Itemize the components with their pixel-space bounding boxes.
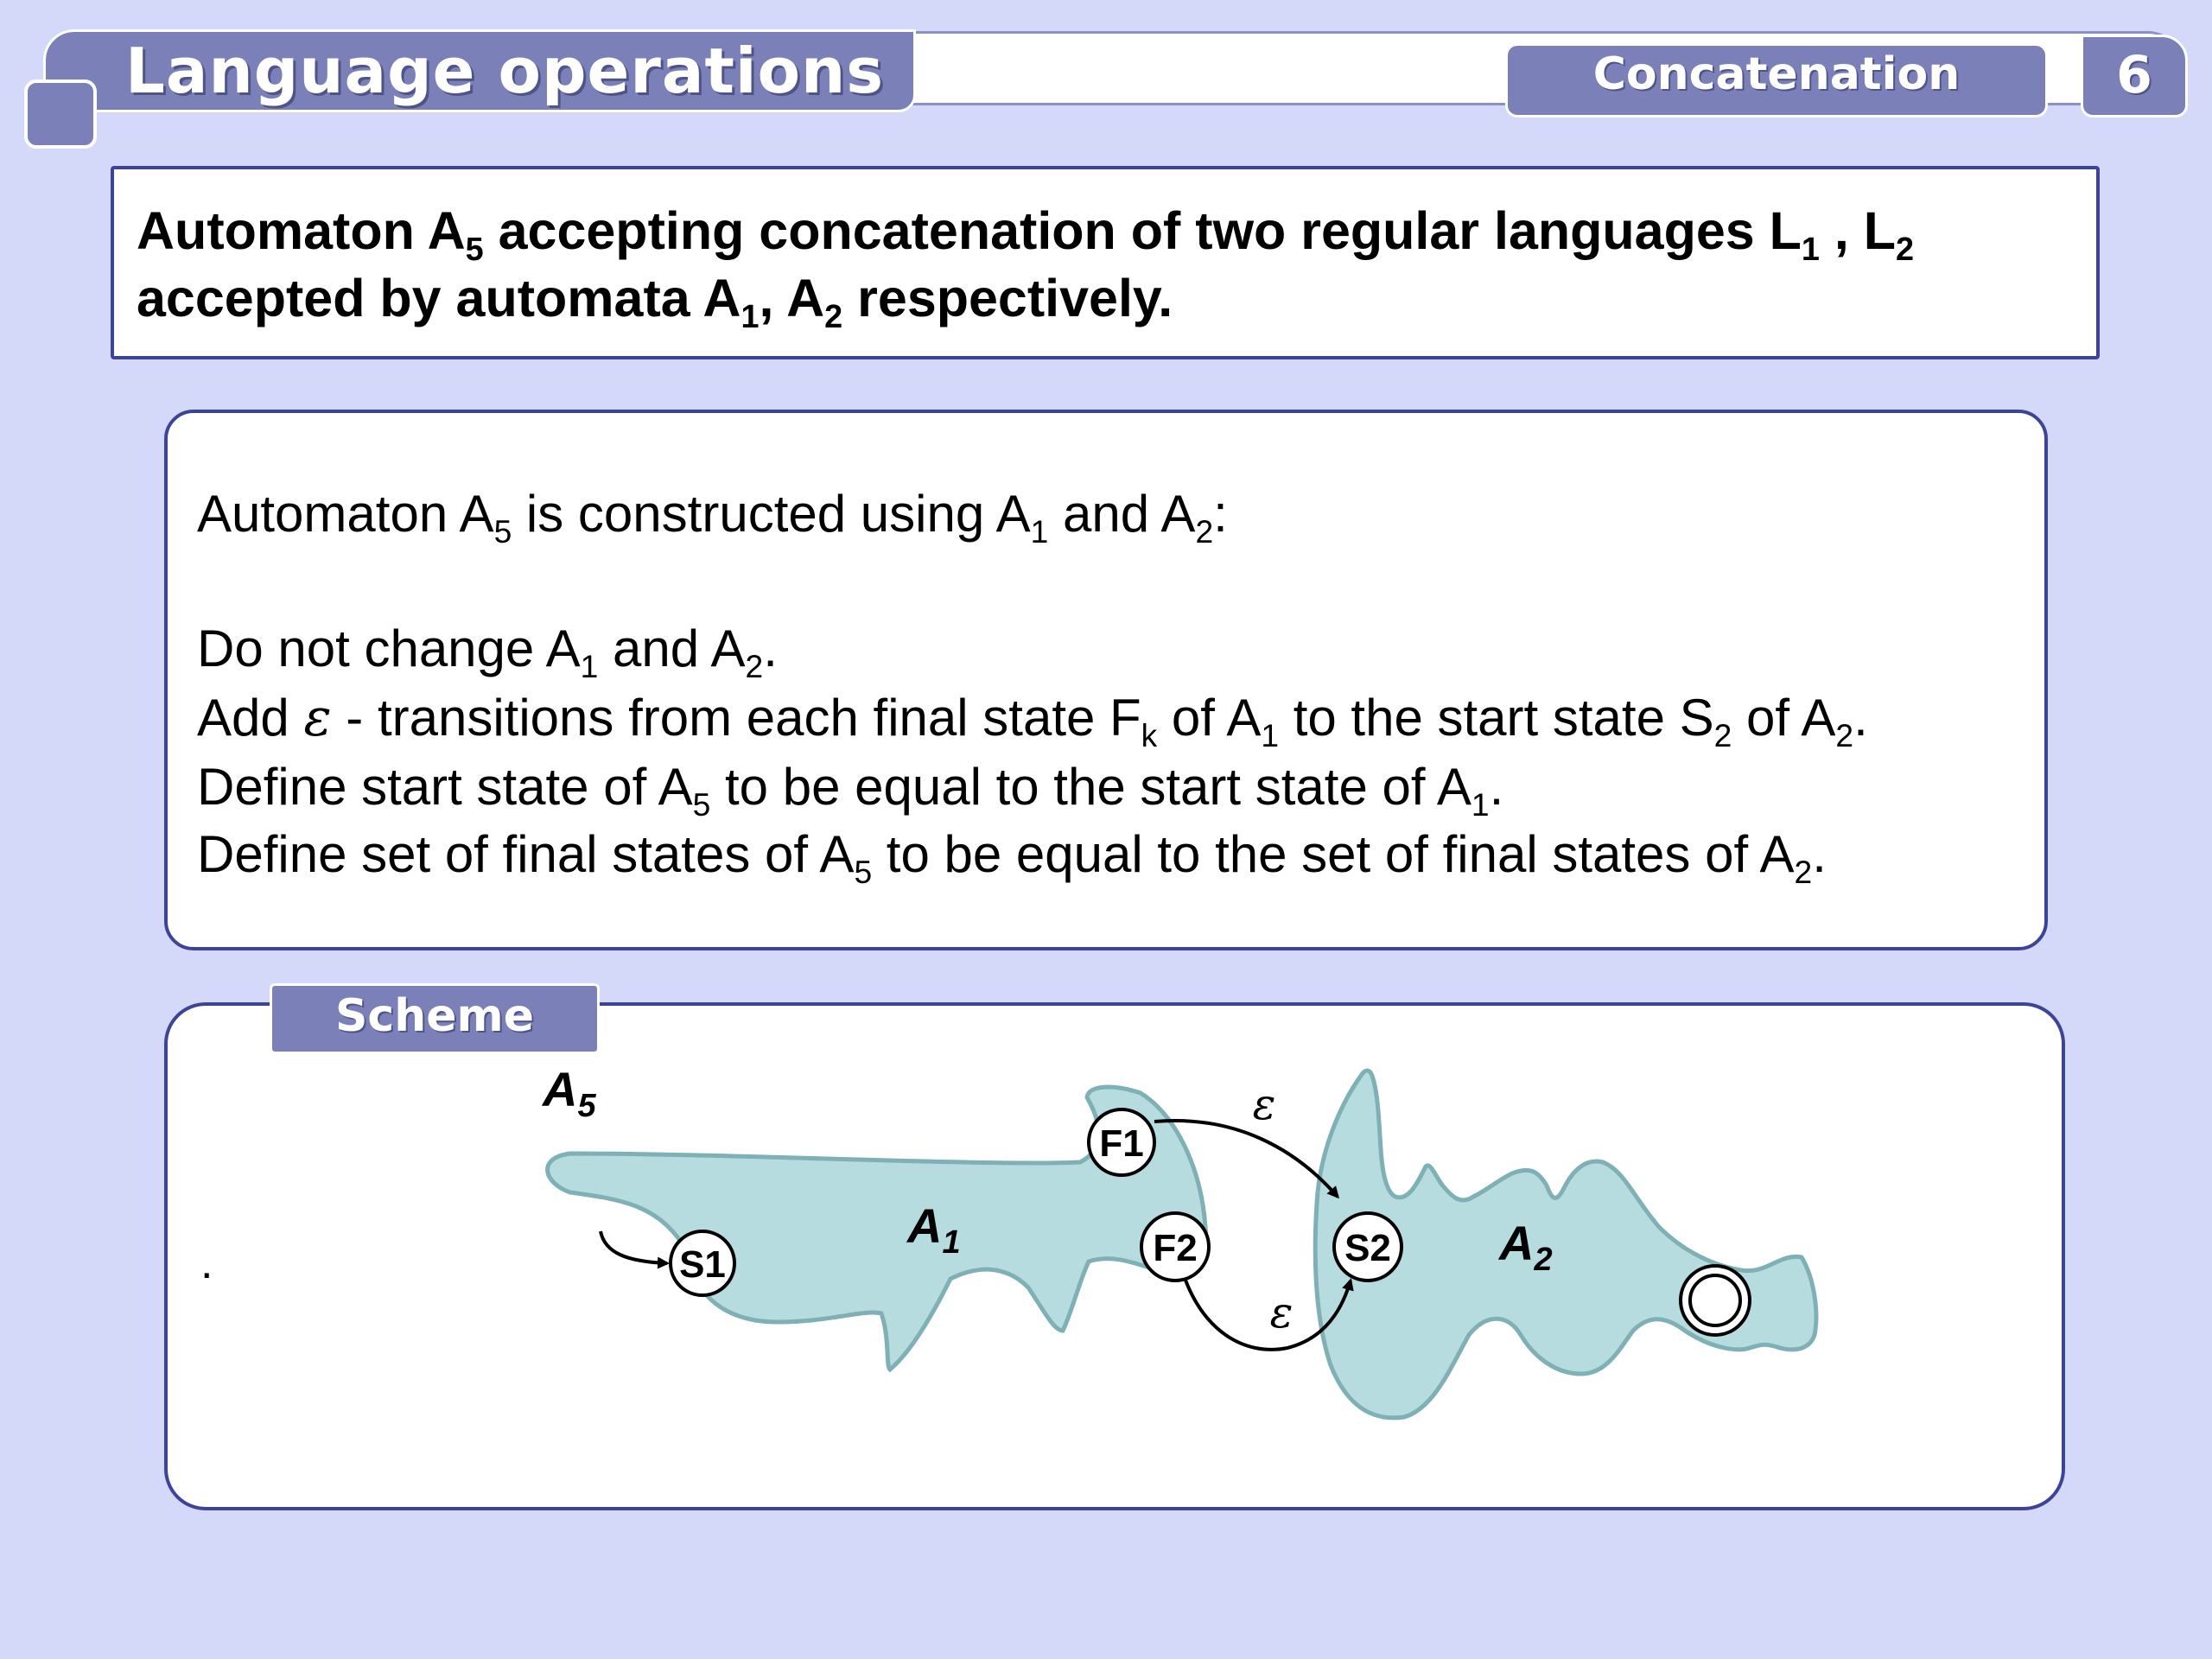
state-s1 bbox=[671, 1231, 734, 1295]
label-a2: $A_2$ bbox=[1499, 1216, 1553, 1278]
page-number: 6 bbox=[2116, 45, 2152, 105]
label-a1: $A_1$ bbox=[907, 1198, 961, 1261]
state-f2-label: F2 bbox=[1153, 1227, 1198, 1269]
final-state-inner-circle bbox=[1690, 1275, 1740, 1325]
stray-dot: . bbox=[200, 1238, 213, 1288]
start-arrow bbox=[601, 1231, 667, 1263]
state-f1 bbox=[1089, 1109, 1154, 1175]
label-a5: $A_5$ bbox=[543, 1062, 596, 1124]
section-label: Concatenation bbox=[1592, 48, 1961, 100]
body-line-4: Define start state of $A_5$ to be equal to the start state of $A_1$. bbox=[197, 758, 1504, 823]
page-title: Language operations bbox=[125, 35, 885, 107]
final-state-a2 bbox=[1681, 1266, 1750, 1335]
state-s2 bbox=[1334, 1213, 1402, 1281]
body-line-3: Add ε - transitions from each final state $F_k$ of $A_1$ to the start state $S_2$ of $A_2$. bbox=[197, 688, 1868, 754]
state-s1-label: S1 bbox=[679, 1243, 726, 1286]
title-line-2: accepted by automata $A_1$, $A_2$ respectively. bbox=[137, 269, 1173, 336]
title-line-1: Automaton $A_5$ accepting concatenation of two regular languages $L_1$ , $L_2$ bbox=[137, 201, 1915, 269]
body-line-1: Automaton $A_5$ is constructed using $A_1$ and $A_2$: bbox=[197, 485, 1228, 550]
state-s2-label: S2 bbox=[1344, 1227, 1391, 1269]
scheme-tab-label: Scheme bbox=[334, 990, 534, 1042]
body-line-2: Do not change $A_1$ and $A_2$. bbox=[197, 620, 778, 685]
epsilon-label-top: ε bbox=[1252, 1079, 1276, 1129]
body-line-5: Define set of final states of $A_5$ to be equal to the set of final states of $A_2$. bbox=[197, 825, 1827, 891]
state-f1-label: F1 bbox=[1099, 1122, 1144, 1165]
epsilon-symbol: ε bbox=[303, 688, 332, 748]
state-f2 bbox=[1141, 1213, 1209, 1281]
epsilon-label-bottom: ε bbox=[1269, 1287, 1294, 1338]
